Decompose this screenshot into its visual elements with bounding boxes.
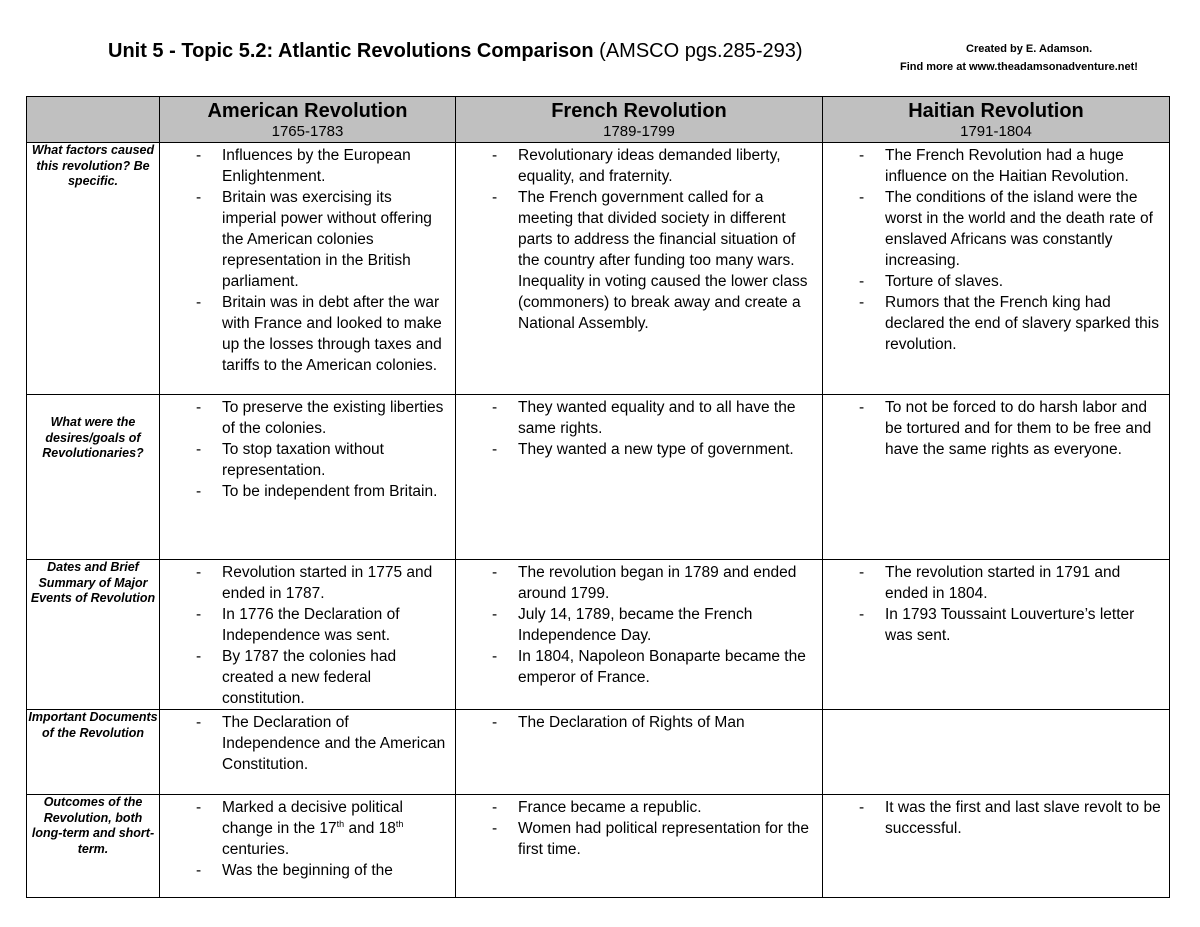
table-row-dates [27, 560, 1170, 710]
row-question: Outcomes of the Revolution, both long-term and short-term. [27, 795, 160, 898]
list-item: - In 1804, Napoleon Bonaparte became the emperor of France. [456, 646, 816, 688]
text-part: Marked a decisive political change in the 17 [222, 799, 403, 837]
list-item: - The Declaration of Independence and the American Constitution. [160, 712, 449, 775]
column-name: American Revolution [207, 100, 408, 122]
list-item: - It was the first and last slave revolt to be successful. [823, 797, 1163, 839]
column-years: 1765-1783 [271, 123, 344, 140]
row-question: Important Documents of the Revolution [27, 710, 160, 795]
column-header-american [160, 97, 456, 143]
list-item: - Women had political representation for the first time. [456, 818, 816, 860]
bullet-list [160, 710, 455, 775]
cell-american [160, 560, 456, 710]
bullet-list [456, 710, 822, 733]
list-item: - The French government called for a meeting that divided society in different parts to address the financial situation of the country after funding too many wars. Inequality in voting caused the lower class (commoners) to break away and create a National Assembly. [456, 187, 816, 334]
column-name: French Revolution [551, 100, 727, 122]
list-item: - Britain was in debt after the war with France and looked to make up the losses through taxes and tariffs to the American colonies. [160, 292, 449, 376]
list-item: - To preserve the existing liberties of the colonies. [160, 397, 449, 439]
bullet-list [456, 795, 822, 860]
text-part: and 18 [344, 820, 396, 837]
bullet-list [160, 795, 455, 881]
cell-haitian [823, 395, 1170, 560]
cell-french [456, 143, 823, 395]
credit-block [900, 40, 1138, 76]
list-item: - Britain was exercising its imperial power without offering the American colonies representation in the British parliament. [160, 187, 449, 292]
bullet-list [160, 143, 455, 376]
list-item: - The French Revolution had a huge influence on the Haitian Revolution. [823, 145, 1163, 187]
list-item: - France became a republic. [456, 797, 816, 818]
list-item: - To be independent from Britain. [160, 481, 449, 502]
list-item: - July 14, 1789, became the French Independence Day. [456, 604, 816, 646]
bullet-list [160, 395, 455, 502]
cell-american [160, 143, 456, 395]
column-years: 1789-1799 [603, 123, 675, 140]
cell-haitian-empty [823, 710, 1170, 795]
cell-haitian [823, 795, 1170, 898]
comparison-table [26, 96, 1170, 898]
table-row-causes [27, 143, 1170, 395]
cell-french [456, 395, 823, 560]
bullet-list [823, 795, 1169, 839]
credit-author: Created by E. Adamson. [966, 43, 1093, 55]
page-title [108, 40, 803, 63]
bullet-list [160, 560, 455, 709]
list-item: - The Declaration of Rights of Man [456, 712, 816, 733]
bullet-list [456, 560, 822, 688]
row-question: What were the desires/goals of Revolutionaries? [27, 395, 160, 560]
list-item: - Was the beginning of the [160, 860, 449, 881]
list-item: - Influences by the European Enlightenment. [160, 145, 449, 187]
list-item: - In 1793 Toussaint Louverture’s letter was sent. [823, 604, 1163, 646]
row-question: What factors caused this revolution? Be specific. [27, 143, 160, 395]
table-row-documents [27, 710, 1170, 795]
list-item: - To stop taxation without representation. [160, 439, 449, 481]
list-item: - To not be forced to do harsh labor and be tortured and for them to be free and have the same rights as everyone. [823, 397, 1163, 460]
text-part: centuries. [222, 841, 290, 858]
list-item: - The conditions of the island were the worst in the world and the death rate of enslaved Africans was constantly increasing. [823, 187, 1163, 271]
list-item: - In 1776 the Declaration of Independence was sent. [160, 604, 449, 646]
list-item: - Torture of slaves. [823, 271, 1163, 292]
list-item: - The revolution began in 1789 and ended around 1799. [456, 562, 816, 604]
list-item: - By 1787 the colonies had created a new federal constitution. [160, 646, 449, 709]
list-item: - They wanted a new type of government. [456, 439, 816, 460]
bullet-list [823, 143, 1169, 355]
cell-french [456, 560, 823, 710]
cell-american [160, 395, 456, 560]
list-item: - Revolution started in 1775 and ended in 1787. [160, 562, 449, 604]
list-item: - Rumors that the French king had declared the end of slavery sparked this revolution. [823, 292, 1163, 355]
corner-cell [27, 97, 160, 143]
page-title-main: Unit 5 - Topic 5.2: Atlantic Revolutions Comparison [108, 40, 594, 62]
bullet-list [823, 560, 1169, 646]
cell-french [456, 795, 823, 898]
list-item [160, 797, 449, 860]
bullet-list [456, 395, 822, 460]
list-item: - They wanted equality and to all have the same rights. [456, 397, 816, 439]
cell-haitian [823, 560, 1170, 710]
list-item: - The revolution started in 1791 and ended in 1804. [823, 562, 1163, 604]
superscript: th [336, 818, 345, 829]
cell-american [160, 795, 456, 898]
column-header-haitian [823, 97, 1170, 143]
table-row-outcomes [27, 795, 1170, 898]
bullet-list [456, 143, 822, 334]
credit-website: Find more at www.theadamsonadventure.net! [900, 61, 1138, 73]
list-item: - Revolutionary ideas demanded liberty, equality, and fraternity. [456, 145, 816, 187]
table-row-goals [27, 395, 1170, 560]
column-name: Haitian Revolution [908, 100, 1084, 122]
bullet-list [823, 395, 1169, 460]
superscript: th [395, 818, 404, 829]
cell-american [160, 710, 456, 795]
row-question: Dates and Brief Summary of Major Events of Revolution [27, 560, 160, 710]
cell-french [456, 710, 823, 795]
header-row [27, 97, 1170, 143]
column-header-french [456, 97, 823, 143]
column-years: 1791-1804 [960, 123, 1032, 140]
page-title-pages: (AMSCO pgs.285-293) [593, 40, 803, 62]
cell-haitian [823, 143, 1170, 395]
